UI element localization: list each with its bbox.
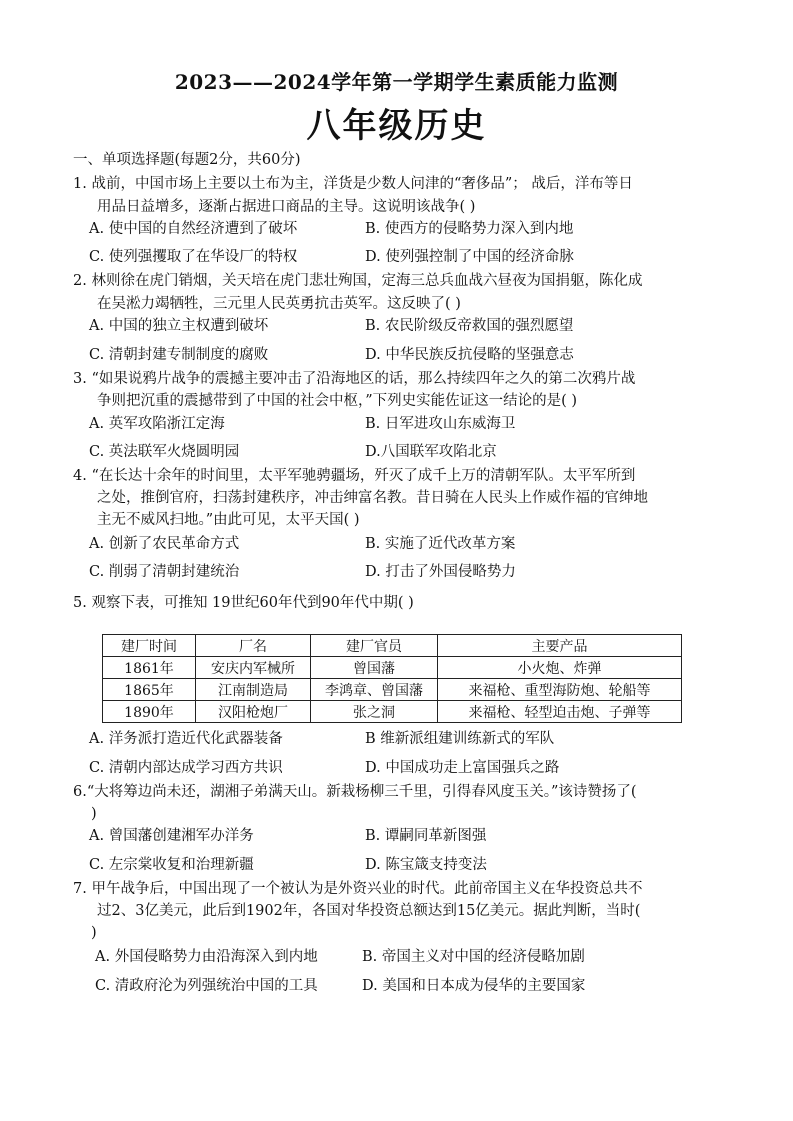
question-1-option-d[interactable]: D. 使列强控制了中国的经济命脉 xyxy=(365,249,574,265)
table-cell: 1890年 xyxy=(103,701,196,723)
table-header-cell: 主要产品 xyxy=(438,635,682,657)
question-2-option-d[interactable]: D. 中华民族反抗侵略的坚强意志 xyxy=(365,347,574,363)
question-5-option-a[interactable]: A. 洋务派打造近代化武器装备 xyxy=(89,731,283,747)
question-1-line-1: 1. 战前，中国市场上主要以土布为主，洋货是少数人问津的“奢侈品”； 战后，洋布等日 xyxy=(73,176,633,192)
question-7-option-a[interactable]: A. 外国侵略势力由沿海深入到内地 xyxy=(95,949,318,965)
question-2-line-1: 2. 林则徐在虎门销烟，关天培在虎门悲壮殉国，定海三总兵血战六昼夜为国捐躯，陈化成 xyxy=(73,273,643,289)
question-2-option-b[interactable]: B. 农民阶级反帝救国的强烈愿望 xyxy=(365,318,574,334)
question-4-option-c[interactable]: C. 削弱了清朝封建统治 xyxy=(89,564,240,580)
question-5-line-1: 5. 观察下表，可推知 19世纪60年代到90年代中期( ) xyxy=(73,595,414,611)
question-4-option-a[interactable]: A. 创新了农民革命方式 xyxy=(89,536,240,552)
question-6-option-a[interactable]: A. 曾国藩创建湘军办洋务 xyxy=(89,828,254,844)
table-cell: 1861年 xyxy=(103,657,196,679)
question-4-line-1: 4. “在长达十余年的时间里，太平军驰骋疆场，歼灭了成千上万的清朝军队。太平军所到 xyxy=(73,468,636,484)
question-3-option-b[interactable]: B. 日军进攻山东威海卫 xyxy=(365,416,516,432)
question-3-option-a[interactable]: A. 英军攻陷浙江定海 xyxy=(89,416,225,432)
table-row xyxy=(103,679,682,701)
section-heading: 一、单项选择题(每题2分，共60分) xyxy=(73,152,301,168)
table-header-cell: 厂名 xyxy=(196,635,311,657)
question-1-line-2: 用品日益增多，逐渐占据进口商品的主导。这说明该战争( ) xyxy=(97,199,476,215)
question-1-option-c[interactable]: C. 使列强攫取了在华设厂的特权 xyxy=(89,249,298,265)
exam-title: 2023——2024学年第一学期学生素质能力监测 xyxy=(174,70,619,94)
table-cell: 江南制造局 xyxy=(196,679,311,701)
table-cell: 曾国藩 xyxy=(311,657,438,679)
table-header-cell: 建厂时间 xyxy=(103,635,196,657)
question-3-option-c[interactable]: C. 英法联军火烧圆明园 xyxy=(89,444,240,460)
table-cell: 张之洞 xyxy=(311,701,438,723)
table-cell: 小火炮、炸弹 xyxy=(438,657,682,679)
factory-table xyxy=(102,634,682,723)
question-2-option-a[interactable]: A. 中国的独立主权遭到破坏 xyxy=(89,318,269,334)
question-7-line-1: 7. 甲午战争后，中国出现了一个被认为是外资兴业的时代。此前帝国主义在华投资总共不 xyxy=(73,881,643,897)
question-7-option-d[interactable]: D. 美国和日本成为侵华的主要国家 xyxy=(362,978,586,994)
question-3-line-2: 争则把沉重的震撼带到了中国的社会中枢，”下列史实能佐证这一结论的是( ) xyxy=(97,393,578,409)
question-7-option-c[interactable]: C. 清政府沦为列强统治中国的工具 xyxy=(95,978,318,994)
question-1-option-a[interactable]: A. 使中国的自然经济遭到了破坏 xyxy=(89,221,298,237)
question-7-option-b[interactable]: B. 帝国主义对中国的经济侵略加剧 xyxy=(362,949,585,965)
table-cell: 来福枪、重型海防炮、轮船等 xyxy=(438,679,682,701)
table-header-row xyxy=(103,635,682,657)
question-4-option-b[interactable]: B. 实施了近代改革方案 xyxy=(365,536,516,552)
exam-subject-title: 八年级历史 xyxy=(306,106,487,146)
question-6-option-c[interactable]: C. 左宗棠收复和治理新疆 xyxy=(89,857,254,873)
question-1-option-b[interactable]: B. 使西方的侵略势力深入到内地 xyxy=(365,221,574,237)
table-row xyxy=(103,701,682,723)
question-2-line-2: 在吴淞力竭牺牲，三元里人民英勇抗击英军。这反映了( ) xyxy=(97,296,461,312)
question-3-option-d[interactable]: D.八国联军攻陷北京 xyxy=(365,444,497,460)
question-6-line-2: ) xyxy=(91,806,97,822)
table-cell: 安庆内军械所 xyxy=(196,657,311,679)
question-6-option-b[interactable]: B. 谭嗣同革新图强 xyxy=(365,828,487,844)
question-4-line-3: 主无不威风扫地。”由此可见，太平天国( ) xyxy=(97,512,360,528)
question-4-line-2: 之处，推倒官府，扫荡封建秩序，冲击绅富名教。昔日骑在人民头上作威作福的官绅地 xyxy=(97,490,648,506)
question-2-option-c[interactable]: C. 清朝封建专制制度的腐败 xyxy=(89,347,269,363)
question-3-line-1: 3. “如果说鸦片战争的震撼主要冲击了沿海地区的话，那么持续四年之久的第二次鸦片战 xyxy=(73,371,636,387)
question-4-option-d[interactable]: D. 打击了外国侵略势力 xyxy=(365,564,516,580)
question-5-option-c[interactable]: C. 清朝内部达成学习西方共识 xyxy=(89,760,283,776)
question-7-line-2: 过2、3亿美元，此后到1902年，各国对华投资总额达到15亿美元。据此判断，当时( xyxy=(97,903,641,919)
table-row xyxy=(103,657,682,679)
question-5-option-d[interactable]: D. 中国成功走上富国强兵之路 xyxy=(365,760,560,776)
table-header-cell: 建厂官员 xyxy=(311,635,438,657)
table-cell: 来福枪、轻型迫击炮、子弹等 xyxy=(438,701,682,723)
question-7-line-3: ) xyxy=(91,925,97,941)
table-cell: 汉阳枪炮厂 xyxy=(196,701,311,723)
table-cell: 1865年 xyxy=(103,679,196,701)
question-6-option-d[interactable]: D. 陈宝箴支持变法 xyxy=(365,857,487,873)
question-6-line-1: 6.“大将筹边尚未还，湖湘子弟满天山。新栽杨柳三千里，引得春风度玉关。”该诗赞扬了( xyxy=(73,784,637,800)
table-cell: 李鸿章、曾国藩 xyxy=(311,679,438,701)
question-5-option-b[interactable]: B 维新派组建训练新式的军队 xyxy=(365,731,555,747)
